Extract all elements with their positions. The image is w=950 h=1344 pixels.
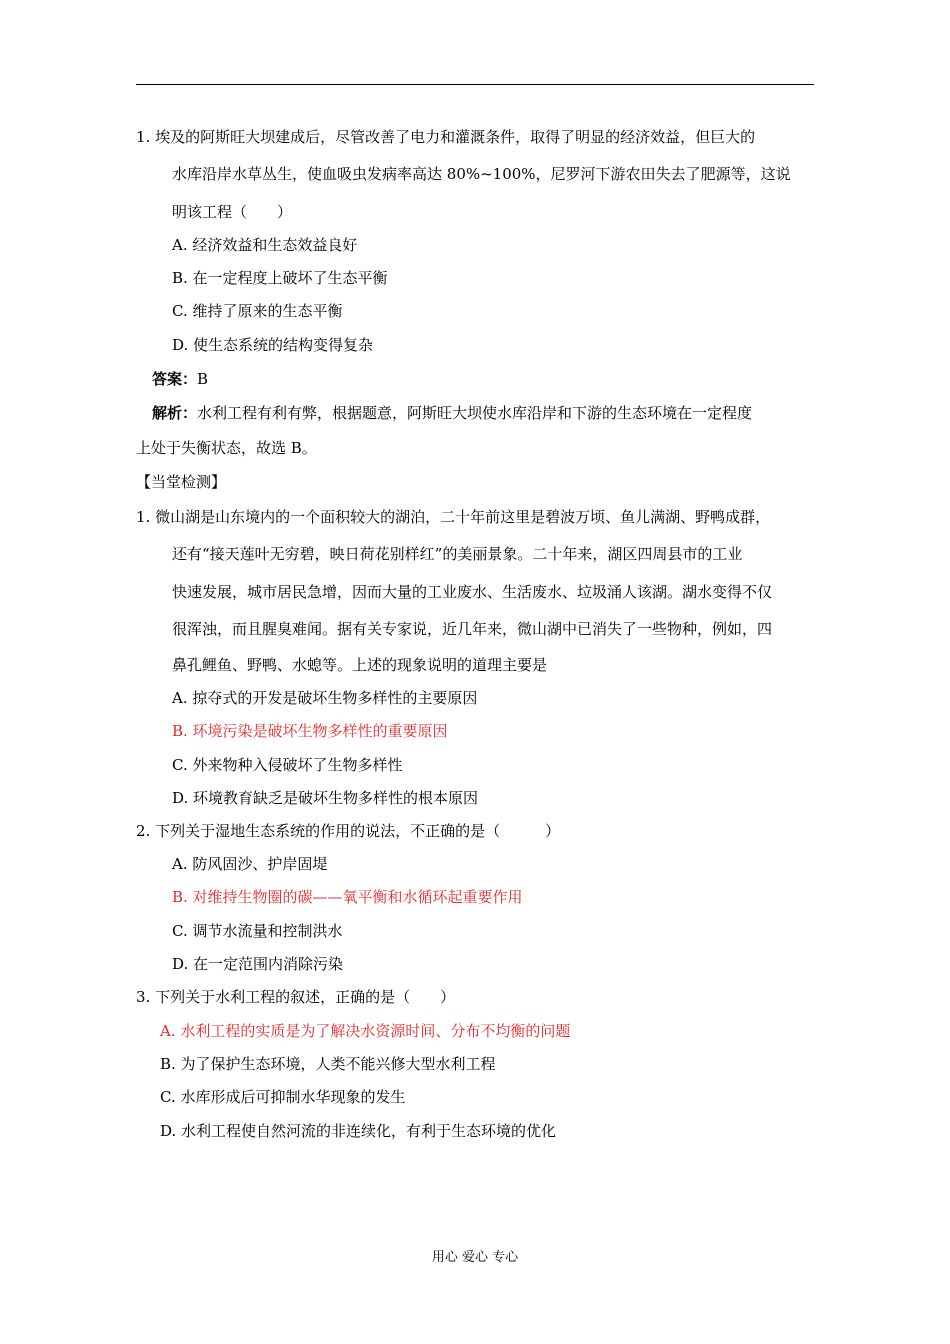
option-c: C. 水库形成后可抑制水华现象的发生 xyxy=(160,1088,406,1106)
question-stem-line: 鼻孔鲤鱼、野鸭、水螅等。上述的现象说明的道理主要是 xyxy=(172,656,548,674)
question-stem-line: 1. 埃及的阿斯旺大坝建成后，尽管改善了电力和灌溉条件，取得了明显的经济效益，但巨大的 xyxy=(136,128,756,146)
option-d: D. 水利工程使自然河流的非连续化，有利于生态环境的优化 xyxy=(160,1122,557,1140)
option-b: B. 为了保护生态环境，人类不能兴修大型水利工程 xyxy=(160,1055,496,1073)
analysis-text: 水利工程有利有弊，根据题意，阿斯旺大坝使水库沿岸和下游的生态环境在一定程度 xyxy=(197,404,753,422)
option-d: D. 在一定范围内消除污染 xyxy=(172,955,344,973)
option-a: A. 经济效益和生态效益良好 xyxy=(172,236,358,254)
option-b-correct: B. 环境污染是破坏生物多样性的重要原因 xyxy=(172,722,448,740)
question-stem-line: 很浑浊，而且腥臭难闻。据有关专家说，近几年来，微山湖中已消失了一些物种，例如，四 xyxy=(172,620,773,638)
page-footer: 用心 爱心 专心 xyxy=(431,1250,519,1265)
analysis-line-2: 上处于失衡状态，故选 B。 xyxy=(136,439,317,457)
option-c: C. 调节水流量和控制洪水 xyxy=(172,922,343,940)
option-c: C. 维持了原来的生态平衡 xyxy=(172,302,343,320)
question-stem-line: 明该工程（ ） xyxy=(172,203,293,221)
question-stem-line: 1. 微山湖是山东境内的一个面积较大的湖泊，二十年前这里是碧波万顷、鱼儿满湖、野鸭成群， xyxy=(136,508,771,526)
question-stem-line: 还有“接天莲叶无穷碧，映日荷花别样红”的美丽景象。二十年来，湖区四周县市的工业 xyxy=(172,545,743,563)
question-stem-line: 快速发展，城市居民急增，因而大量的工业废水、生活废水、垃圾涌人该湖。湖水变得不仅 xyxy=(172,583,773,601)
answer-line xyxy=(152,369,208,389)
option-a: A. 防风固沙、护岸固堤 xyxy=(172,855,328,873)
question-stem-line: 水库沿岸水草丛生，使血吸虫发病率高达 80%~100%，尼罗河下游农田失去了肥源等，这说 xyxy=(172,165,791,183)
option-d: D. 环境教育缺乏是破坏生物多样性的根本原因 xyxy=(172,789,479,807)
analysis-line xyxy=(152,403,752,423)
option-a-correct: A. 水利工程的实质是为了解决水资源时间、分布不均衡的问题 xyxy=(160,1022,571,1040)
question-stem: 2. 下列关于湿地生态系统的作用的说法，不正确的是（ ） xyxy=(136,822,561,840)
option-c: C. 外来物种入侵破坏了生物多样性 xyxy=(172,756,403,774)
answer-label: 答案： xyxy=(152,370,198,388)
answer-value: B xyxy=(197,370,209,388)
option-a: A. 掠夺式的开发是破坏生物多样性的主要原因 xyxy=(172,689,478,707)
question-stem: 3. 下列关于水利工程的叙述，正确的是（ ） xyxy=(136,988,456,1006)
option-b: B. 在一定程度上破坏了生态平衡 xyxy=(172,269,388,287)
analysis-label: 解析： xyxy=(152,404,198,422)
option-b-correct: B. 对维持生物圈的碳——氧平衡和水循环起重要作用 xyxy=(172,888,523,906)
option-d: D. 使生态系统的结构变得复杂 xyxy=(172,336,374,354)
header-rule xyxy=(136,84,814,85)
